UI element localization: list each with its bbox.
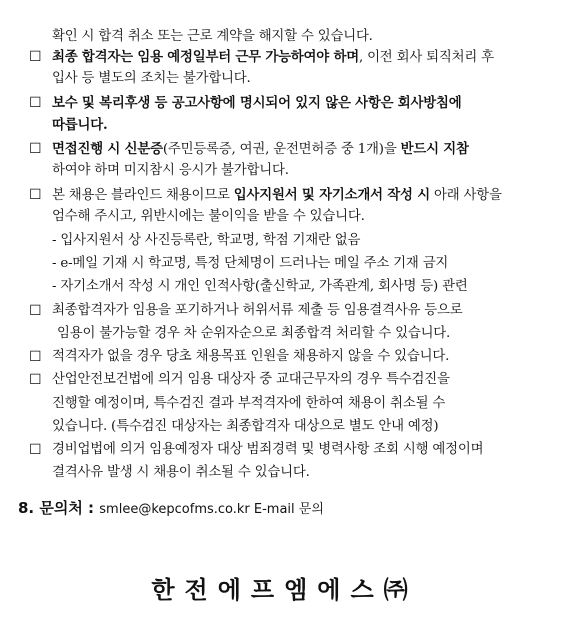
notice-line <box>52 256 448 272</box>
bold-text: 보수 및 복리후생 등 공고사항에 명시되어 있지 않은 사항은 회사방침에 <box>52 95 462 111</box>
text-segment: 결격사유 발생 시 채용이 취소될 수 있습니다. <box>52 465 310 480</box>
contact-suffix: E-mail 문의 <box>249 502 324 517</box>
notice-line <box>52 71 251 87</box>
text-segment: 적격자가 없을 경우 당초 채용목표 인원을 채용하지 않을 수 있습니다. <box>52 349 450 364</box>
notice-line <box>52 49 494 66</box>
text-segment: 엄수해 주시고, 위반시에는 불이익을 받을 수 있습니다. <box>52 209 365 224</box>
text-segment: 본 채용은 블라인드 채용이므로 <box>52 188 234 203</box>
notice-line <box>52 396 445 412</box>
notice-line <box>52 187 502 204</box>
notice-line <box>52 419 438 435</box>
notice-line <box>52 95 461 112</box>
text-segment: , 이전 회사 퇴직처리 후 <box>358 50 494 65</box>
notice-line <box>52 442 483 458</box>
bold-text: 면접진행 시 신분증 <box>52 141 163 157</box>
contact-line <box>18 497 324 518</box>
notice-line <box>52 372 450 388</box>
text-segment: - 입사지원서 상 사진등록란, 학교명, 학점 기재란 없음 <box>52 233 361 248</box>
bold-text: 따릅니다. <box>52 117 108 133</box>
notice-line <box>52 209 365 225</box>
text-segment: 진행할 예정이며, 특수검진 결과 부적격자에 한하여 채용이 취소될 수 <box>52 396 446 411</box>
bold-text: 반드시 지참 <box>400 141 469 157</box>
notice-line <box>52 303 462 319</box>
notice-line <box>52 163 289 179</box>
checkbox-icon: ☐ <box>29 442 42 458</box>
notice-line <box>52 279 468 295</box>
notice-line <box>52 29 373 45</box>
text-segment: 산업안전보건법에 의거 임용 대상자 중 교대근무자의 경우 특수검진을 <box>52 372 450 387</box>
text-segment: 최종합격자가 임용을 포기하거나 허위서류 제출 등 임용결격사유 등으로 <box>52 303 463 318</box>
notice-line <box>52 465 310 481</box>
contact-label: 8. 문의처 : <box>18 499 100 517</box>
text-segment: 입사 등 별도의 조치는 불가합니다. <box>52 71 251 86</box>
checkbox-icon: ☐ <box>29 303 42 319</box>
company-name: 한전에프엠에스㈜ <box>151 575 418 604</box>
bold-text: 최종 합격자는 임용 예정일부터 근무 가능하여야 하며 <box>52 49 359 65</box>
text-segment: 있습니다. (특수검진 대상자는 최종합격자 대상으로 별도 안내 예정) <box>52 419 439 434</box>
bold-text: 입사지원서 및 자기소개서 작성 시 <box>233 187 430 203</box>
checkbox-icon: ☐ <box>29 372 42 388</box>
notice-line <box>52 117 107 134</box>
checkbox-icon: ☐ <box>29 49 42 65</box>
checkbox-icon: ☐ <box>29 349 42 365</box>
notice-line <box>52 141 469 158</box>
checkbox-icon: ☐ <box>29 141 42 157</box>
text-segment: - 자기소개서 작성 시 개인 인적사항(출신학교, 가족관계, 회사명 등) 관련 <box>52 279 468 294</box>
contact-email: smlee@kepcofms.co.kr <box>99 502 250 517</box>
text-segment: 경비업법에 의거 임용예정자 대상 범죄경력 및 병력사항 조회 시행 예정이며 <box>52 442 484 457</box>
text-segment: 아래 사항을 <box>429 188 502 203</box>
notice-line <box>52 349 449 365</box>
text-segment: - e-메일 기재 시 학교명, 특정 단체명이 드러나는 메일 주소 기재 금지 <box>52 256 449 271</box>
text-segment: 하여야 하며 미지참시 응시가 불가합니다. <box>52 163 289 178</box>
checkbox-icon: ☐ <box>29 187 42 203</box>
checkbox-icon: ☐ <box>29 95 42 111</box>
text-segment: (주민등록증, 여권, 운전면허증 중 1개)을 <box>162 142 401 157</box>
text-segment: 임용이 불가능할 경우 차 순위자순으로 최종합격 처리할 수 있습니다. <box>57 326 451 341</box>
notice-line <box>52 233 360 249</box>
text-segment: 확인 시 합격 취소 또는 근로 계약을 해지할 수 있습니다. <box>52 29 373 44</box>
notice-line <box>57 326 450 342</box>
